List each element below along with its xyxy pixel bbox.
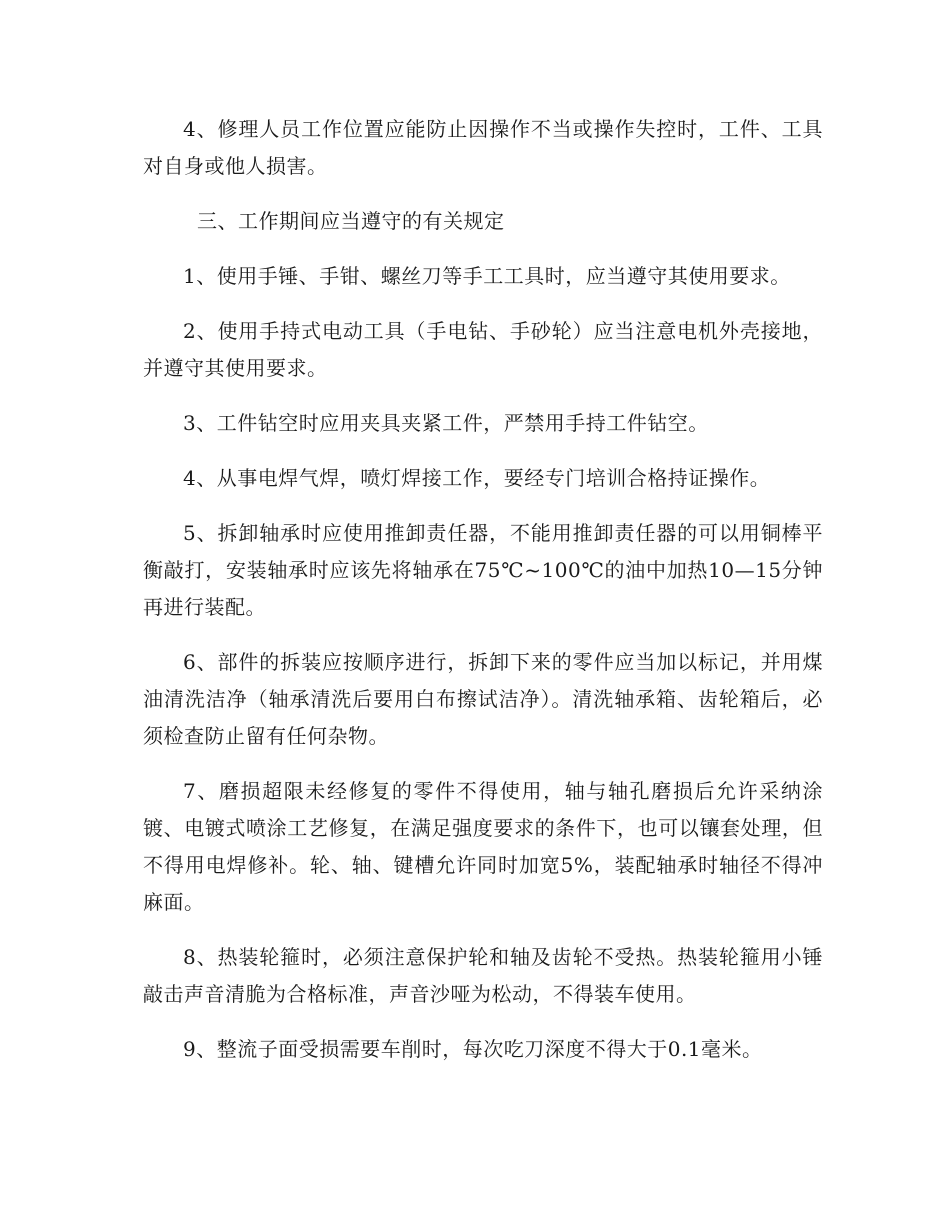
paragraph-rule-3: 3、工件钻空时应用夹具夹紧工件，严禁用手持工件钻空。 [183,411,709,435]
paragraph-rule-7: 7、磨损超限未经修复的零件不得使用，轴与轴孔磨损后允许采纳涂镀、电镀式喷涂工艺修复，在满足强度要求的条件下，也可以镶套处理，但不得用电焊修补。轮、轴、键槽允许同时加宽5%，装配轴承时轴径不得冲麻面。 [143,779,823,914]
section-heading-work-rules: 三、工作期间应当遵守的有关规定 [197,209,505,233]
paragraph-rule-5: 5、拆卸轴承时应使用推卸责任器，不能用推卸责任器的可以用铜棒平衡敲打，安装轴承时应该先将轴承在75℃~100℃的油中加热10—15分钟再进行装配。 [143,521,823,619]
paragraph-item-4-workstation: 4、修理人员工作位置应能防止因操作不当或操作失控时，工件、工具对自身或他人损害。 [143,117,823,178]
paragraph-rule-2: 2、使用手持式电动工具（手电钻、手砂轮）应当注意电机外壳接地，并遵守其使用要求。 [143,319,823,380]
paragraph-rule-6: 6、部件的拆装应按顺序进行，拆卸下来的零件应当加以标记，并用煤油清洗洁净（轴承清洗后要用白布擦试洁净）。清洗轴承箱、齿轮箱后，必须检查防止留有任何杂物。 [143,650,823,748]
document-body [143,111,823,1086]
paragraph-rule-1: 1、使用手锤、手钳、螺丝刀等手工工具时，应当遵守其使用要求。 [183,264,791,288]
paragraph-rule-4: 4、从事电焊气焊，喷灯焊接工作，要经专门培训合格持证操作。 [183,466,771,490]
paragraph-rule-8: 8、热装轮箍时，必须注意保护轮和轴及齿轮不受热。热装轮箍用小锤敲击声音清脆为合格标准，声音沙哑为松动，不得装车使用。 [143,945,823,1006]
paragraph-rule-9: 9、整流子面受损需要车削时，每次吃刀深度不得大于0.1毫米。 [183,1037,763,1061]
